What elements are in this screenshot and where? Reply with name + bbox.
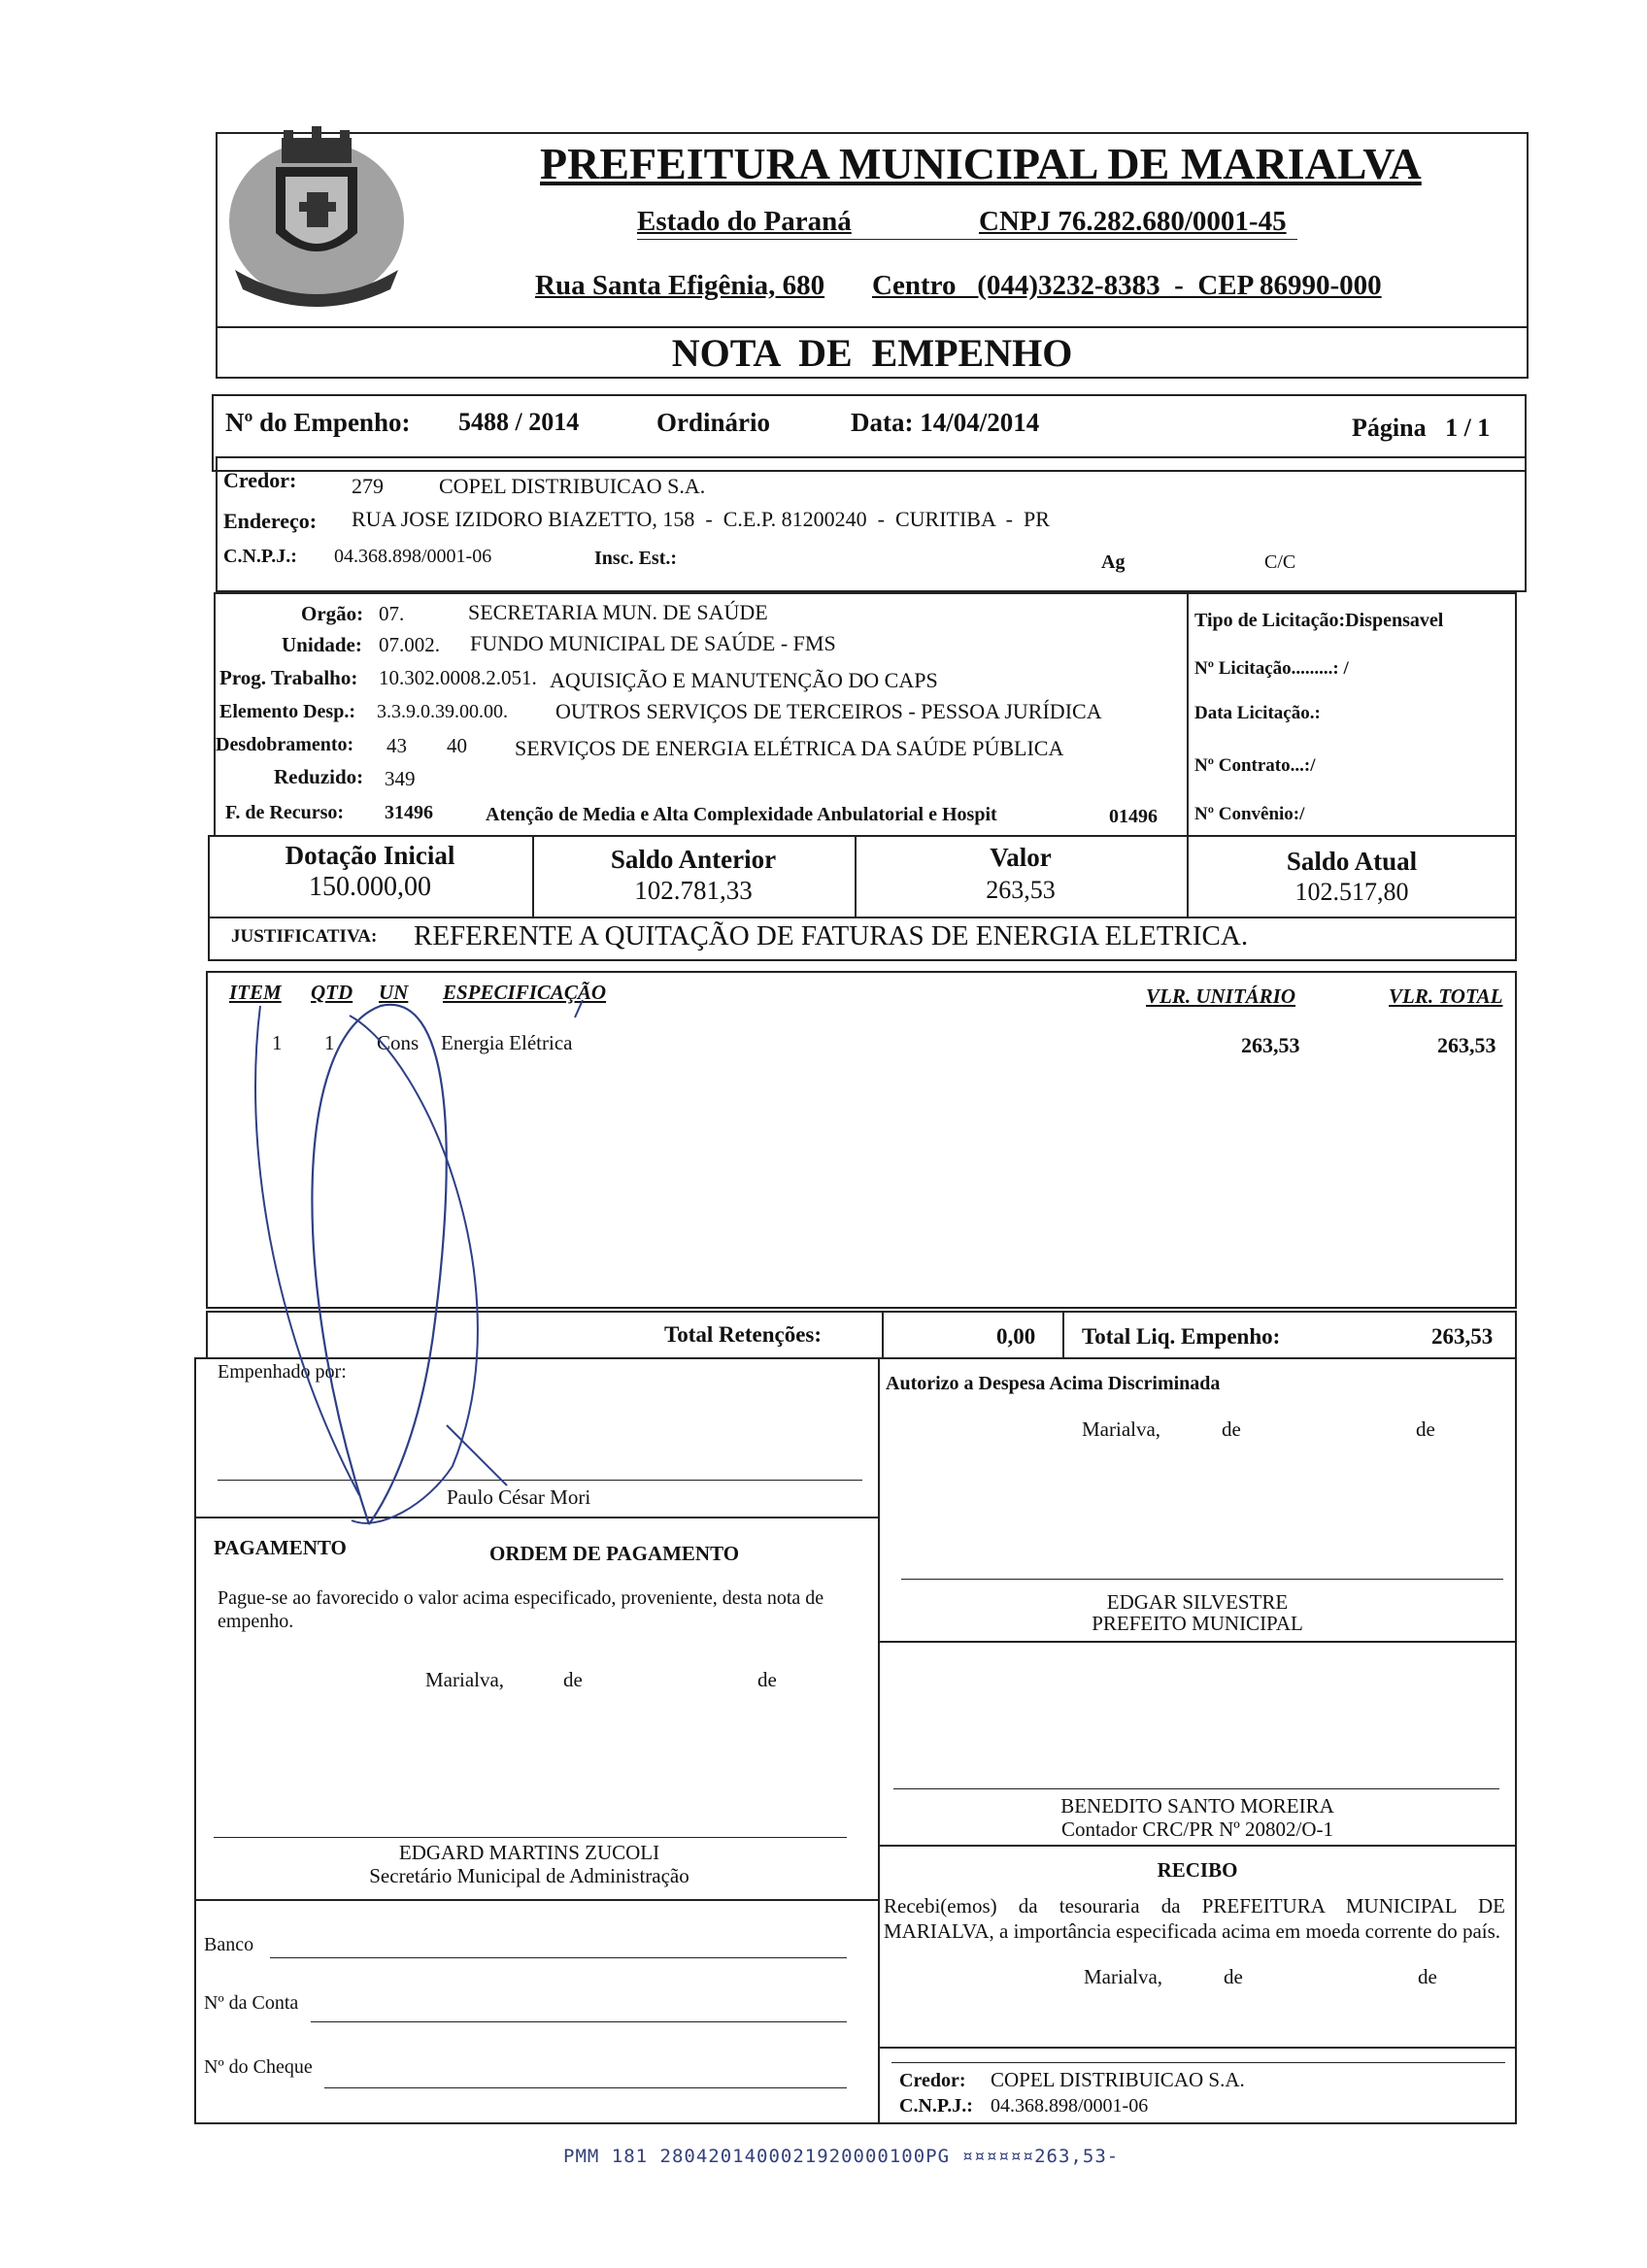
empenho-date: Data: 14/04/2014: [851, 408, 1040, 437]
row-unit: 263,53: [1241, 1033, 1300, 1057]
valor-label: Valor: [990, 843, 1052, 872]
banco-label: Banco: [204, 1934, 254, 1955]
endereco-label: Endereço:: [223, 509, 318, 533]
prefeitura-title: PREFEITURA MUNICIPAL DE MARIALVA: [540, 139, 1422, 188]
row-un: Cons: [377, 1031, 420, 1054]
autorizo-de2: de: [1416, 1418, 1435, 1441]
pagamento-bottom: [194, 1899, 878, 1901]
unidade-label: Unidade:: [282, 633, 362, 656]
desdobramento-label: Desdobramento:: [216, 734, 354, 755]
endereco-value: RUA JOSE IZIDORO BIAZETTO, 158 - C.E.P. 81200240 - CURITIBA - PR: [352, 507, 1050, 531]
items-box: [206, 971, 1517, 1309]
credor-cnpj-label: C.N.P.J.:: [223, 546, 297, 567]
recibo-de2: de: [1418, 1965, 1437, 1988]
row-qtd: 1: [324, 1031, 335, 1054]
pagamento-de2: de: [757, 1668, 777, 1691]
empenhado-signature-line: [218, 1480, 862, 1481]
prog-label: Prog. Trabalho:: [219, 666, 358, 689]
prefeito-role: PREFEITO MUNICIPAL: [1092, 1612, 1303, 1635]
empenhado-bottom: [194, 1517, 878, 1518]
contador-signature-line: [893, 1788, 1499, 1789]
footer-stamp: PMM 181 2804201400021920000100PG ¤¤¤¤¤¤263,53-: [563, 2146, 1120, 2167]
retencoes-label: Total Retenções:: [664, 1322, 823, 1347]
contador-name: BENEDITO SANTO MOREIRA: [1060, 1794, 1334, 1818]
state-underline: [637, 239, 1297, 240]
col-total-header: VLR. TOTAL: [1389, 984, 1503, 1008]
dotacao-divider: [1187, 592, 1189, 837]
pagamento-de1: de: [563, 1668, 583, 1691]
recibo-de1: de: [1224, 1965, 1243, 1988]
liq-empenho-label: Total Liq. Empenho:: [1082, 1324, 1281, 1349]
recibo-credor-name: COPEL DISTRIBUICAO S.A.: [991, 2068, 1245, 2091]
tipo-licitacao: Tipo de Licitação:Dispensavel: [1194, 610, 1444, 631]
dotacao-inicial-value: 150.000,00: [309, 872, 431, 902]
page-number: Página 1 / 1: [1352, 414, 1491, 442]
contador-bottom: [878, 1845, 1517, 1847]
reduzido-value: 349: [385, 767, 416, 790]
state-name: Estado do Paraná: [637, 206, 852, 237]
lower-vertical-divider: [878, 1357, 880, 2124]
orgao-label: Orgão:: [301, 602, 364, 625]
pagamento-text: Pague-se ao favorecido o valor acima especificado, proveniente, desta nota de empenho.: [218, 1587, 824, 1632]
num-licitacao: Nº Licitação.........: /: [1194, 658, 1349, 679]
elemento-code: 3.3.9.0.39.00.00.: [377, 701, 508, 722]
saldo-atual-label: Saldo Atual: [1286, 847, 1418, 876]
recibo-text: Recebi(emos) da tesouraria da PREFEITURA MUNICIPAL DE MARIALVA, a importância especificada acima em moeda corrente do país.: [884, 1894, 1505, 1943]
recibo-cnpj-label: C.N.P.J.:: [899, 2095, 973, 2117]
col-espec-header: ESPECIFICAÇÃO: [443, 981, 607, 1004]
reduzido-label: Reduzido:: [274, 765, 364, 788]
saldo-atual-value: 102.517,80: [1294, 878, 1409, 906]
col-un-header: UN: [379, 981, 409, 1004]
lower-box: [194, 1357, 1517, 2124]
valor-value: 263,53: [986, 876, 1056, 904]
banco-line: [270, 1957, 847, 1958]
num-convenio: Nº Convênio:/: [1194, 804, 1305, 824]
justificativa-text: REFERENTE A QUITAÇÃO DE FATURAS DE ENERGIA ELETRICA.: [414, 920, 1249, 951]
recurso-label: F. de Recurso:: [225, 802, 345, 823]
recibo-credor-label: Credor:: [899, 2070, 966, 2091]
row-total: 263,53: [1437, 1033, 1496, 1057]
prefeitura-cnpj: CNPJ 76.282.680/0001-45: [979, 206, 1287, 237]
dotacao-inicial-label: Dotação Inicial: [285, 841, 455, 870]
empenho-number: 5488 / 2014: [458, 408, 580, 436]
recibo-cnpj-value: 04.368.898/0001-06: [991, 2095, 1149, 2117]
autorizo-label: Autorizo a Despesa Acima Discriminada: [886, 1373, 1221, 1394]
orgao-code: 07.: [379, 602, 405, 625]
autorizo-de1: de: [1222, 1418, 1241, 1441]
address: Rua Santa Efigênia, 680: [535, 270, 825, 301]
prog-code: 10.302.0008.2.051.: [379, 666, 537, 689]
ag-label: Ag: [1101, 551, 1126, 573]
desdobramento-b: 40: [447, 734, 467, 757]
autorizo-place: Marialva,: [1082, 1418, 1161, 1441]
credor-cnpj-value: 04.368.898/0001-06: [334, 546, 492, 567]
num-contrato: Nº Contrato...:/: [1194, 755, 1316, 776]
elemento-label: Elemento Desp.:: [219, 701, 355, 722]
pagamento-label: PAGAMENTO: [214, 1536, 347, 1559]
row-espec: Energia Elétrica: [441, 1031, 573, 1054]
row-item: 1: [272, 1031, 283, 1054]
unidade-name: FUNDO MUNICIPAL DE SAÚDE - FMS: [470, 631, 836, 655]
prefeito-name: EDGAR SILVESTRE: [1106, 1590, 1289, 1614]
totals-div-2: [1062, 1311, 1064, 1359]
desdobramento-a: 43: [387, 734, 407, 757]
recurso-name: Atenção de Media e Alta Complexidade Anbulatorial e Hospit: [486, 804, 997, 825]
empenhado-label: Empenhado por:: [218, 1361, 347, 1383]
liq-empenho-value: 263,53: [1431, 1324, 1494, 1349]
contador-role: Contador CRC/PR Nº 20802/O-1: [1060, 1818, 1334, 1841]
district-phone-cep: Centro (044)3232-8383 - CEP 86990-000: [872, 270, 1382, 301]
col-item-header: ITEM: [229, 981, 282, 1004]
secretario-role: Secretário Municipal de Administração: [369, 1864, 689, 1887]
recurso-code2: 01496: [1109, 806, 1158, 827]
totals-box: [206, 1311, 1517, 1359]
recurso-code: 31496: [385, 802, 433, 823]
cheque-label: Nº do Cheque: [204, 2056, 313, 2078]
conta-line: [311, 2021, 847, 2022]
ordem-pagamento-label: ORDEM DE PAGAMENTO: [489, 1542, 740, 1565]
credor-label: Credor:: [223, 468, 297, 492]
recibo-bottom: [878, 2047, 1517, 2049]
saldo-anterior-label: Saldo Anterior: [610, 845, 777, 874]
prog-name: AQUISIÇÃO E MANUTENÇÃO DO CAPS: [550, 668, 938, 692]
retencoes-value: 0,00: [996, 1324, 1036, 1349]
data-licitacao: Data Licitação.:: [1194, 703, 1321, 723]
recibo-label: RECIBO: [1157, 1858, 1238, 1882]
totals-div-1: [882, 1311, 884, 1359]
credor-code: 279: [352, 474, 384, 498]
pagamento-place: Marialva,: [425, 1668, 505, 1691]
unidade-code: 07.002.: [379, 633, 440, 656]
autorizo-bottom: [878, 1641, 1517, 1643]
saldo-anterior-value: 102.781,33: [634, 876, 753, 905]
justificativa-label: JUSTIFICATIVA:: [231, 926, 378, 947]
header-divider: [216, 326, 1529, 328]
coat-of-arms-emblem: [225, 124, 408, 309]
recibo-place: Marialva,: [1084, 1965, 1163, 1988]
desdobramento-name: SERVIÇOS DE ENERGIA ELÉTRICA DA SAÚDE PÚBLICA: [515, 736, 1064, 760]
recibo-signature-line: [891, 2062, 1505, 2063]
cheque-line: [324, 2087, 847, 2088]
empenho-number-label: Nº do Empenho:: [225, 408, 411, 437]
empenho-type: Ordinário: [656, 408, 771, 437]
conta-label: Nº da Conta: [204, 1992, 299, 2014]
col-qtd-header: QTD: [311, 981, 353, 1004]
elemento-name: OUTROS SERVIÇOS DE TERCEIROS - PESSOA JURÍDICA: [555, 699, 1102, 723]
col-unit-header: VLR. UNITÁRIO: [1146, 984, 1296, 1008]
prefeito-signature-line: [901, 1579, 1503, 1580]
credor-name: COPEL DISTRIBUICAO S.A.: [439, 474, 706, 498]
orgao-name: SECRETARIA MUN. DE SAÚDE: [468, 600, 768, 624]
document-title: NOTA DE EMPENHO: [671, 331, 1073, 375]
secretario-name: EDGARD MARTINS ZUCOLI: [398, 1841, 660, 1864]
cc-label: C/C: [1264, 551, 1296, 573]
empenhado-signer: Paulo César Mori: [447, 1485, 591, 1509]
insc-est-label: Insc. Est.:: [594, 548, 678, 569]
secretario-signature-line: [214, 1837, 847, 1838]
